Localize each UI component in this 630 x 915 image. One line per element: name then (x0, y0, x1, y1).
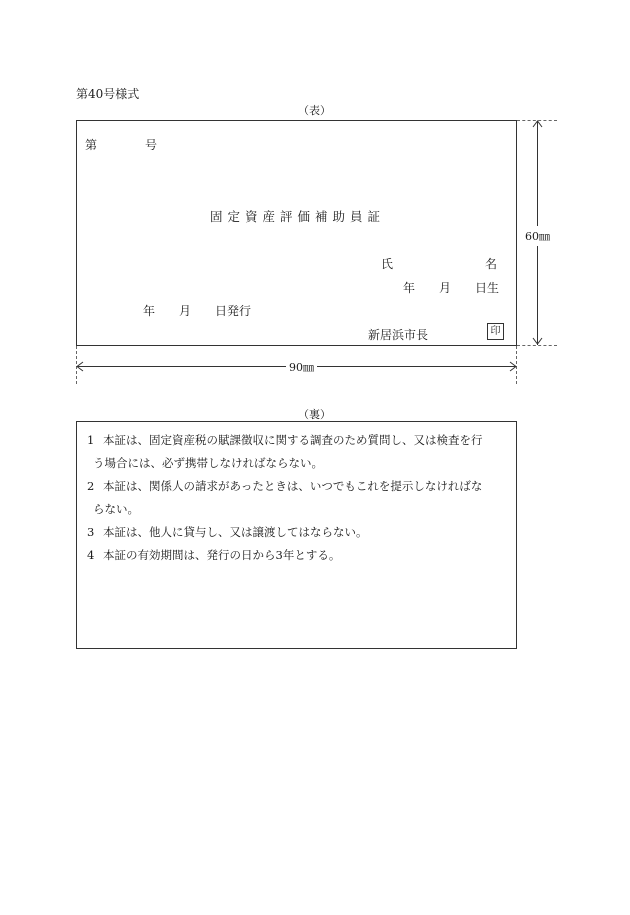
note-number: 4 (87, 548, 95, 562)
name-label: 氏 (381, 257, 394, 271)
note-text-continued: らない。 (93, 502, 139, 516)
form-number-title: 第40号様式 (76, 87, 140, 101)
note-item (87, 544, 507, 567)
arrow-left-icon (76, 361, 84, 372)
issue-date-field: 年 月 日発行 (143, 304, 252, 318)
note-item (87, 429, 507, 475)
height-dimension-label: 60㎜ (525, 226, 550, 246)
note-text: 本証は、固定資産税の賦課徴収に関する調査のため質問し、又は検査を行 (103, 433, 483, 447)
name-label-suffix: 名 (485, 257, 498, 271)
note-number: 2 (87, 479, 95, 493)
birth-date-field: 年 月 日生 (403, 281, 500, 295)
note-text: 本証は、他人に貸与し、又は譲渡してはならない。 (103, 525, 368, 539)
width-dimension-label: 90㎜ (286, 359, 317, 375)
arrow-up-icon (532, 120, 543, 128)
note-item (87, 475, 507, 521)
height-extension-bottom (517, 345, 557, 346)
note-text-continued: う場合には、必ず携帯しなければならない。 (93, 456, 323, 470)
card-title: 固定資産評価補助員証 (209, 209, 385, 224)
note-text: 本証の有効期間は、発行の日から3年とする。 (103, 548, 341, 562)
card-number-label: 第 号 (85, 138, 176, 152)
note-number: 1 (87, 433, 95, 447)
back-card (76, 421, 517, 649)
back-side-label: （裏） (298, 408, 331, 421)
note-number: 3 (87, 525, 95, 539)
arrow-down-icon (532, 337, 543, 345)
front-side-label: （表） (298, 104, 331, 117)
seal-stamp: 印 (487, 323, 504, 340)
note-item (87, 521, 507, 544)
note-text: 本証は、関係人の請求があったときは、いつでもこれを提示しなければな (103, 479, 483, 493)
arrow-right-icon (509, 361, 517, 372)
mayor-title: 新居浜市長 (368, 328, 429, 342)
front-card (76, 120, 517, 346)
